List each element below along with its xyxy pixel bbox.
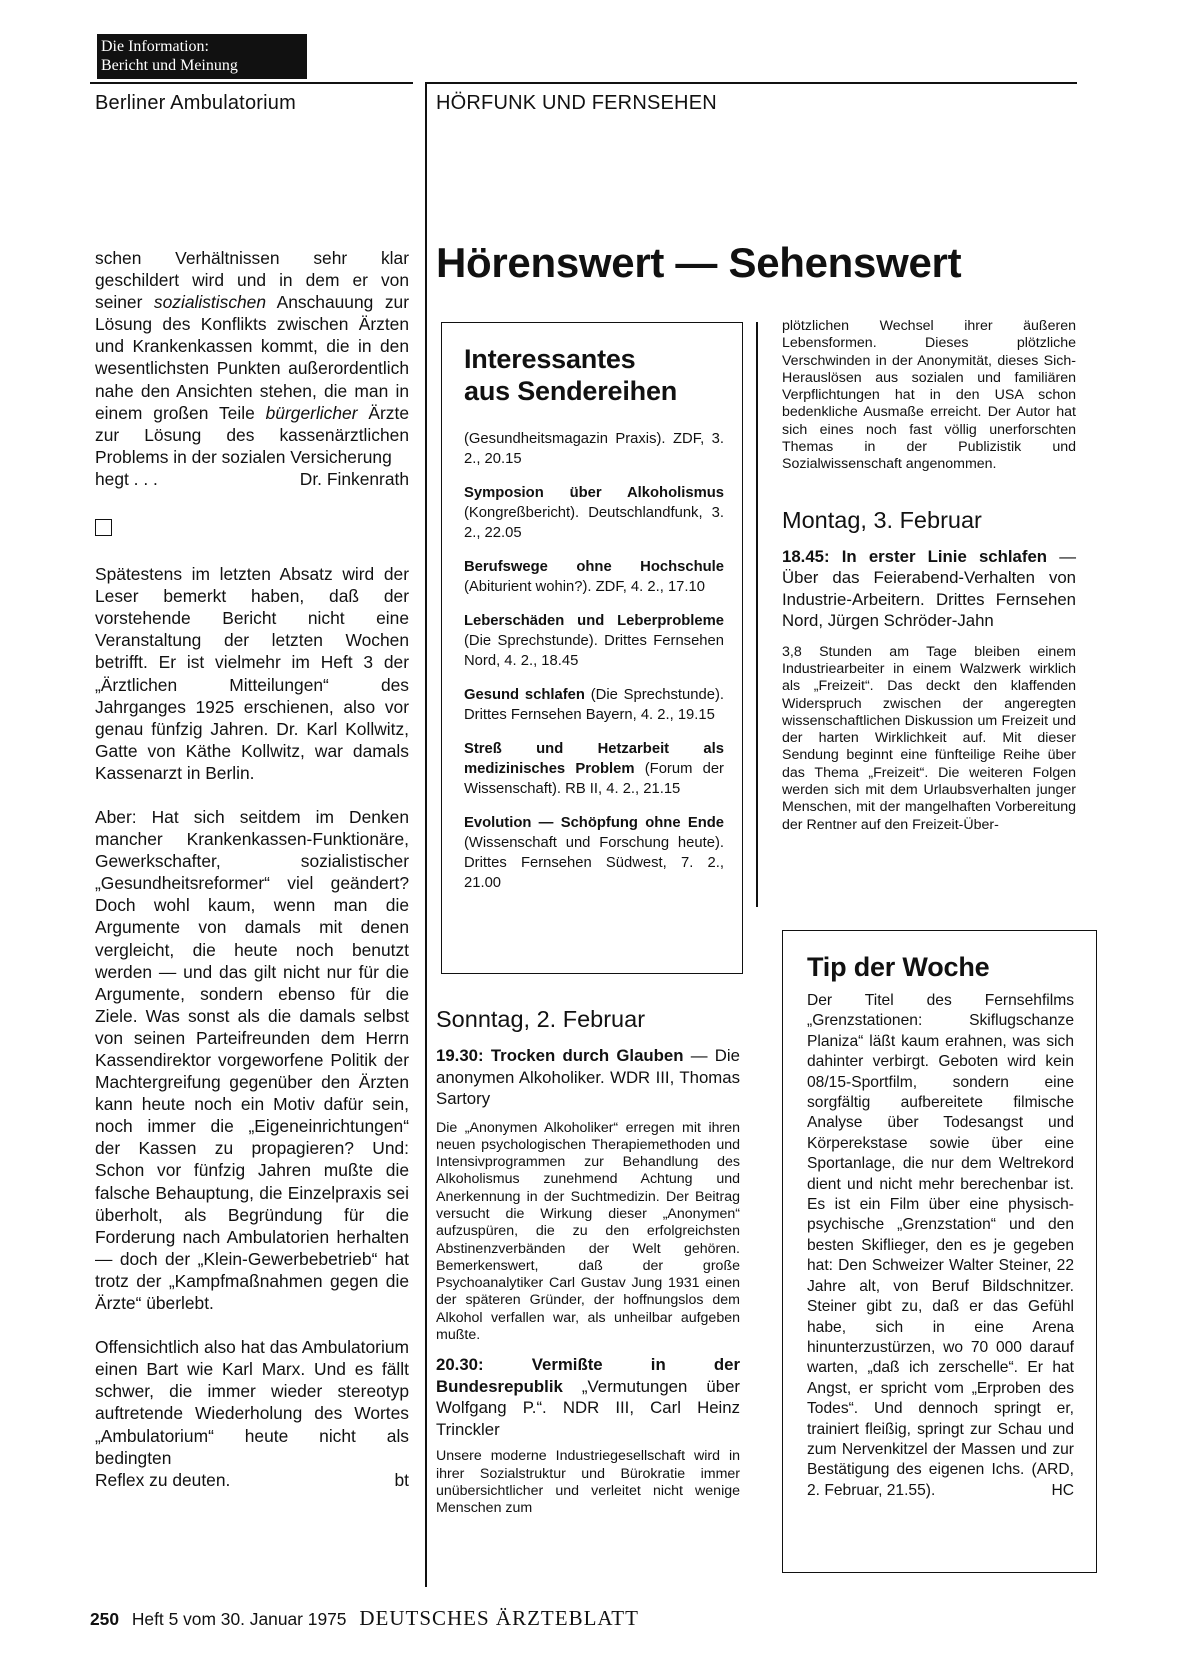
paragraph-4: Offensichtlich also hat das Ambulatorium einen Bart wie Karl Marx. Und es fällt schwer, die immer wieder stereotyp auftretende Wiederholung des Wortes „Ambulatorium“ heute nicht als bedingten Reflex zu deuten. bt: [95, 1337, 409, 1490]
right-header-rule: [427, 82, 1077, 84]
page-number: 250: [90, 1609, 120, 1629]
sunday-entry-1-title: 19.30: Trocken durch Glauben — Die anonymen Alkoholiker. WDR III, Thomas Sartory: [436, 1046, 740, 1108]
signature-bt: bt: [394, 1469, 409, 1490]
publication-name: DEUTSCHES ÄRZTEBLATT: [359, 1606, 639, 1630]
inner-column-divider: [756, 322, 758, 907]
left-section-title: Berliner Ambulatorium: [95, 92, 296, 114]
sunday-section: [436, 1006, 740, 1518]
tag-line-2: Bericht und Meinung: [101, 57, 238, 74]
left-article-column: [95, 247, 409, 1491]
box-item: Evolution — Schöpfung ohne Ende (Wissenschaft und Forschung heute). Drittes Fernsehen Südwest, 7. 2., 21.00: [464, 815, 724, 891]
monday-heading: Montag, 3. Februar: [782, 506, 982, 533]
section-tag: [97, 34, 307, 79]
column-divider: [425, 82, 427, 1587]
box-item: Berufswege ohne Hochschule (Abiturient wohin?). ZDF, 4. 2., 17.10: [464, 559, 724, 595]
sunday-entry-2-title: 20.30: Vermißte in der Bundesrepublik „Vermutungen über Wolfgang P.“. NDR III, Carl Heinz Trinckler: [436, 1355, 740, 1439]
tip-title: Tip der Woche: [807, 952, 990, 982]
paragraph-1: schen Verhältnissen sehr klar geschildert wird und in dem er von seiner sozialistischen Anschauung zur Lösung des Konflikts zwischen Ärzten und Krankenkassen kommt, die in den wesentlichsten Punkten außerordentlich nahe den Ansichten stehen, die man in einem großen Teile bürgerlicher Ärzte zur Lösung des kassenärztlichen Problems in der sozialen Versicherung hegt . . . Dr. Finkenrath: [95, 248, 410, 489]
issue-info: Heft 5 vom 30. Januar 1975: [131, 1609, 347, 1629]
program-series-box: [441, 322, 743, 974]
separator-box-icon: [95, 519, 112, 536]
left-header-rule: [90, 82, 413, 84]
right-section-title: HÖRFUNK UND FERNSEHEN: [436, 92, 717, 114]
monday-entry-body: 3,8 Stunden am Tage bleiben einem Industriearbeiter in einem Walzwerk wirklich als „Freizeit“. Das deckt den klaffenden Widerspruch zwischen der angeregten wissenschaftlichen Diskussion um Freizeit und der harten Wirklichkeit auf. Mit dieser Sendung beginnt eine fünfteilige Reihe über das Thema „Freizeit“. Die weiteren Folgen werden sich mit dem Urlaubsverhalten junger Menschen, mit der mangelhaften Vorbereitung der Rentner auf den Freizeit-Über-: [782, 643, 1076, 833]
tag-line-1: Die Information:: [101, 38, 209, 55]
tip-box: [782, 930, 1097, 1573]
box-item: Streß und Hetzarbeit als medizinisches Problem (Forum der Wissenschaft). RB II, 4. 2., 21.15: [464, 741, 724, 797]
sunday-entry-2-body: Unsere moderne Industriegesellschaft wird in ihrer Sozialstruktur und Bürokratie immer unübersichtlicher und verleitet nicht wenige Menschen zum: [436, 1448, 740, 1517]
paragraph-3: Aber: Hat sich seitdem im Denken mancher Krankenkassen-Funktionäre, Gewerkschafter, sozialistischer „Gesundheitsreformer“ viel geändert? Doch wohl kaum, wenn man die Argumente von damals mit denen vergleicht, die heute noch benutzt werden — und das gilt nicht nur für die Argumente, sondern ebenso für die Ziele. Was sonst als die damals selbst von seinen Parteifreunden dem Herrn Kassendirektor vorgeworfene Politik der Machtergreifung gegenüber den Ärzten kann heute noch ein Motiv dafür sein, noch immer die „Eigeneinrichtungen“ der Kassen zu propagieren? Und: Schon vor fünfzig Jahren mußte die falsche Behauptung, die Einzelpraxis sei überholt, als Begründung für die Forderung nach Ambulatorien herhalten — doch der „Klein-Gewerbebetrieb“ hat trotz der „Kampfmaßnahmen gegen die Ärzte“ überlebt.: [95, 806, 409, 1314]
box-item: Symposion über Alkoholismus (Kongreßbericht). Deutschlandfunk, 3. 2., 22.05: [464, 485, 724, 541]
page-title: Hörenswert — Sehenswert: [436, 239, 962, 286]
box-item: (Gesundheitsmagazin Praxis). ZDF, 3. 2., 20.15: [464, 431, 724, 467]
box-title: Interessantes aus Sendereihen: [464, 344, 678, 406]
paragraph-1-end: hegt . . .: [95, 468, 158, 489]
box-items: [464, 429, 724, 893]
sunday-heading: Sonntag, 2. Februar: [436, 1006, 646, 1032]
author-signature: Dr. Finkenrath: [299, 468, 409, 489]
tip-signature: HC: [1051, 1481, 1074, 1499]
right-article-column: [782, 318, 1076, 834]
page-footer: [90, 1606, 639, 1631]
monday-entry-title: 18.45: In erster Linie schlafen — Über das Feierabend-Verhalten von Industrie-Arbeitern. Drittes Fernsehen Nord, Jürgen Schröder-Jahn: [782, 546, 1076, 631]
box-item: Leberschäden und Leberprobleme (Die Sprechstunde). Drittes Fernsehen Nord, 4. 2., 18.45: [464, 613, 724, 669]
paragraph-2: Spätestens im letzten Absatz wird der Leser bemerkt haben, daß der vorstehende Bericht nicht eine Veranstaltung der letzten Wochen betrifft. Er ist vielmehr im Heft 3 der „Ärztlichen Mitteilungen“ des Jahrganges 1925 erschienen, also vor genau fünfzig Jahren. Dr. Karl Kollwitz, Gatte von Käthe Kollwitz, war damals Kassenarzt in Berlin.: [95, 564, 409, 783]
continuation-text: plötzlichen Wechsel ihrer äußeren Lebensformen. Dieses plötzliche Verschwinden in der Anonymität, dieses Sich-Herauslösen aus sozialen und familiären Verpflichtungen hat in den USA schon bedenkliche Ausmaße erreicht. Der Autor hat sich eines noch fast völlig unerforschten Themas in der Publizistik und Sozialwissenschaft angenommen.: [782, 318, 1076, 473]
tip-body: Der Titel des Fernsehfilms „Grenzstationen: Skiflugschanze Planiza“ läßt kaum erahnen, was sich dahinter verbirgt. Geboten wird kein 08/15-Sportfilm, sondern eine sorgfältig aufbereitete filmische Analyse über Todesangst und Körperekstase sowie über eine Sportanlage, die nur dem Weltrekord dient und nicht mehr berechenbar ist. Es ist ein Film über eine physisch-psychische „Grenzstation“ und den besten Skiflieger, den es je gegeben hat: Den Schweizer Walter Steiner, 22 Jahre alt, von Beruf Bildschnitzer. Steiner gibt zu, daß er das Gefühl habe, sich in eine Arena hinunterzustürzen, wo 70 000 darauf warten, „daß ich zerschelle“. Er hat Angst, er spricht vom „Erproben des Todes“. Und dennoch springt er, trainiert fleißig, springt zur Schau und zum Nervenkitzel der Massen und zur Bestätigung des eigenen Ichs. (ARD, 2. Februar, 21.55). HC: [807, 991, 1074, 1501]
sunday-entry-1-body: Die „Anonymen Alkoholiker“ erregen mit ihren neuen psychologischen Therapiemethoden und Intensivprogrammen zur Behandlung des Alkoholismus zunehmend Achtung und Anerkennung in der Suchtmedizin. Der Beitrag versucht die Wirkung dieser „Anonymen“ aufzuspüren, die zu den erfolgreichsten Abstinenzverbänden der Welt gehören. Bemerkenswert, daß der große Psychoanalytiker Carl Gustav Jung 1931 einen der späteren Gründer, der hoffnungslos dem Alkohol verfallen war, als unheilbar aufgeben mußte.: [436, 1119, 740, 1344]
box-item: Gesund schlafen (Die Sprechstunde). Drittes Fernsehen Bayern, 4. 2., 19.15: [464, 687, 724, 723]
